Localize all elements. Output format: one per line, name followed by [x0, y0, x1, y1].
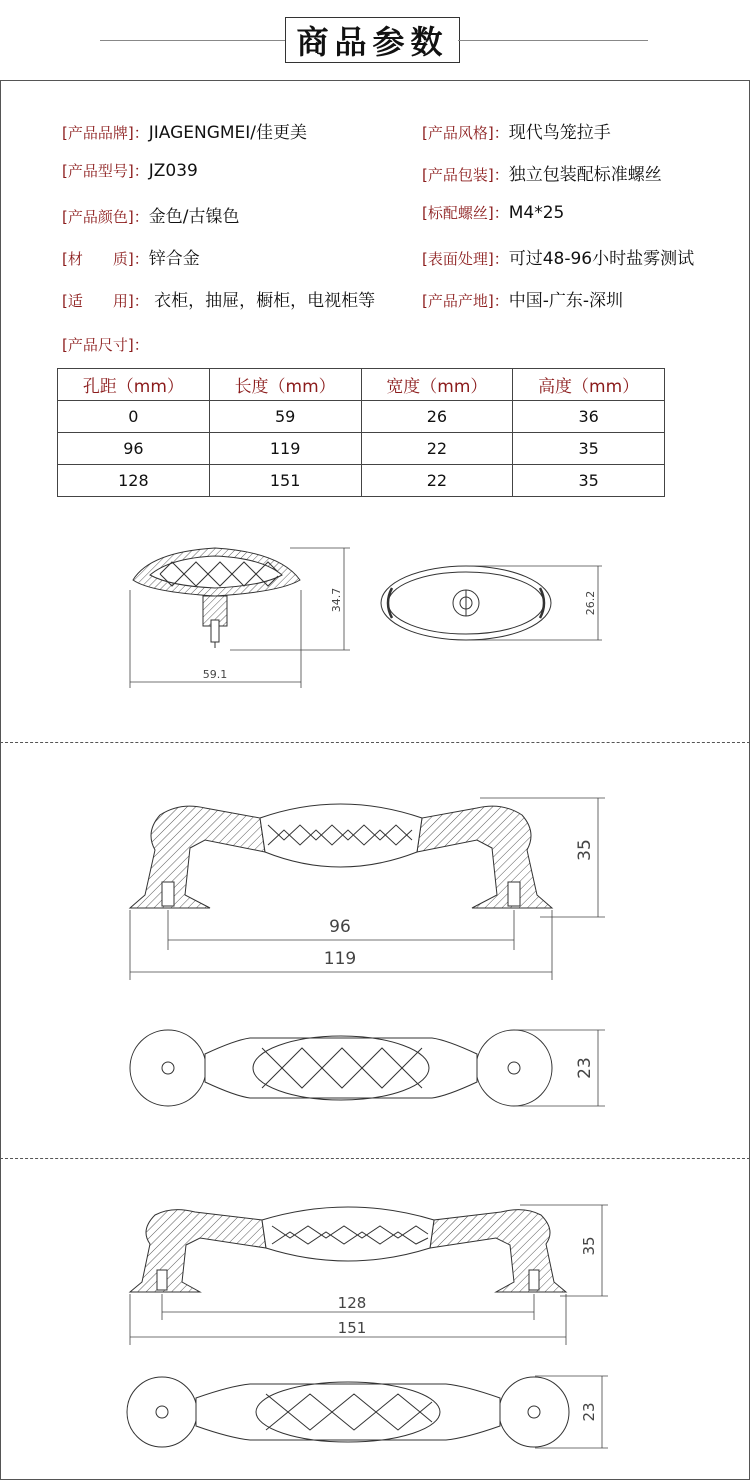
column-header: 孔距（mm）: [58, 369, 210, 401]
knob-drawing: [0, 530, 750, 700]
height-label: 35: [580, 1236, 598, 1256]
width-label: 23: [580, 1402, 598, 1422]
hole-distance-label: 96: [329, 917, 351, 937]
spec-label: [材 质]：: [62, 250, 149, 268]
handle-96-top-view: [130, 1030, 552, 1106]
table-cell: 35: [513, 433, 665, 465]
page-title: 商品参数: [296, 23, 449, 61]
spec-row: [62, 160, 742, 190]
table-cell: 22: [361, 433, 513, 465]
spec-value: 中国-广东-深圳: [508, 291, 623, 311]
spec-model: [62, 160, 198, 181]
spec-value: 衣柜，抽屉，橱柜，电视柜等: [148, 291, 376, 311]
length-label: 151: [337, 1319, 367, 1337]
section-divider: [0, 1158, 750, 1159]
spec-row: [62, 286, 742, 316]
spec-material: [62, 244, 200, 269]
table-cell: 96: [58, 433, 210, 465]
spec-value: M4*25: [508, 203, 565, 223]
spec-row: [62, 118, 742, 148]
spec-value: 金色/古镍色: [148, 207, 240, 227]
table-cell: 151: [209, 465, 361, 497]
table-cell: 26: [361, 401, 513, 433]
spec-brand: [62, 118, 307, 143]
height-label: 35: [575, 839, 595, 861]
spec-value: JZ039: [148, 161, 198, 181]
table-cell: 119: [209, 433, 361, 465]
handle-128-drawing: [0, 1200, 750, 1470]
spec-row: [62, 202, 742, 232]
spec-row: [62, 244, 742, 274]
spec-value: JIAGENGMEI/佳更美: [148, 123, 308, 143]
knob-depth-label: 26.2: [584, 590, 597, 616]
table-cell: 59: [209, 401, 361, 433]
spec-label: [产品产地]：: [422, 292, 509, 310]
header-rule-left: [100, 40, 285, 41]
spec-label: [产品型号]：: [62, 162, 149, 180]
column-header: 高度（mm）: [513, 369, 665, 401]
spec-style: [422, 118, 611, 143]
table-header-row: [58, 369, 665, 401]
table-cell: 22: [361, 465, 513, 497]
spec-label: [标配螺丝]：: [422, 204, 509, 222]
table-row: [58, 433, 665, 465]
spec-usage: [62, 286, 375, 311]
spec-label: [产品风格]：: [422, 124, 509, 142]
dimensions-table: [57, 368, 665, 497]
section-divider: [0, 742, 750, 743]
spec-label: [适 用]：: [62, 292, 149, 310]
handle-96-side-view: [130, 804, 552, 908]
table-cell: 35: [513, 465, 665, 497]
knob-height-label: 34.7: [330, 587, 343, 613]
knob-depth-dimension: [470, 566, 602, 640]
knob-top-view: [381, 566, 551, 640]
spec-value: 锌合金: [148, 249, 200, 269]
table-row: [58, 465, 665, 497]
handle-128-top-view: [127, 1377, 569, 1447]
spec-finish: [422, 244, 694, 269]
knob-side-view: [133, 548, 300, 648]
spec-label: [产品颜色]：: [62, 208, 149, 226]
spec-screw: [422, 202, 564, 223]
spec-value: 现代鸟笼拉手: [508, 123, 611, 143]
spec-package: [422, 160, 662, 185]
column-header: 宽度（mm）: [361, 369, 513, 401]
spec-value: 可过48-96小时盐雾测试: [508, 249, 695, 269]
spec-label: [表面处理]：: [422, 250, 509, 268]
knob-width-label: 59.1: [202, 668, 228, 681]
spec-label: [产品包装]：: [422, 166, 509, 184]
table-row: [58, 401, 665, 433]
spec-color: [62, 202, 239, 227]
handle-96-drawing: [0, 790, 750, 1130]
handle-128-side-view: [130, 1207, 566, 1292]
size-label: [产品尺寸]：: [62, 336, 149, 354]
column-header: 长度（mm）: [209, 369, 361, 401]
table-cell: 36: [513, 401, 665, 433]
header-rule-right: [458, 40, 648, 41]
header-title-box: [285, 17, 460, 63]
table-cell: 128: [58, 465, 210, 497]
spec-origin: [422, 286, 623, 311]
spec-value: 独立包装配标准螺丝: [508, 165, 662, 185]
width-label: 23: [575, 1057, 595, 1079]
section-header: [0, 0, 750, 80]
length-label: 119: [323, 949, 357, 969]
spec-label: [产品品牌]：: [62, 124, 149, 142]
hole-distance-label: 128: [337, 1294, 367, 1312]
table-cell: 0: [58, 401, 210, 433]
